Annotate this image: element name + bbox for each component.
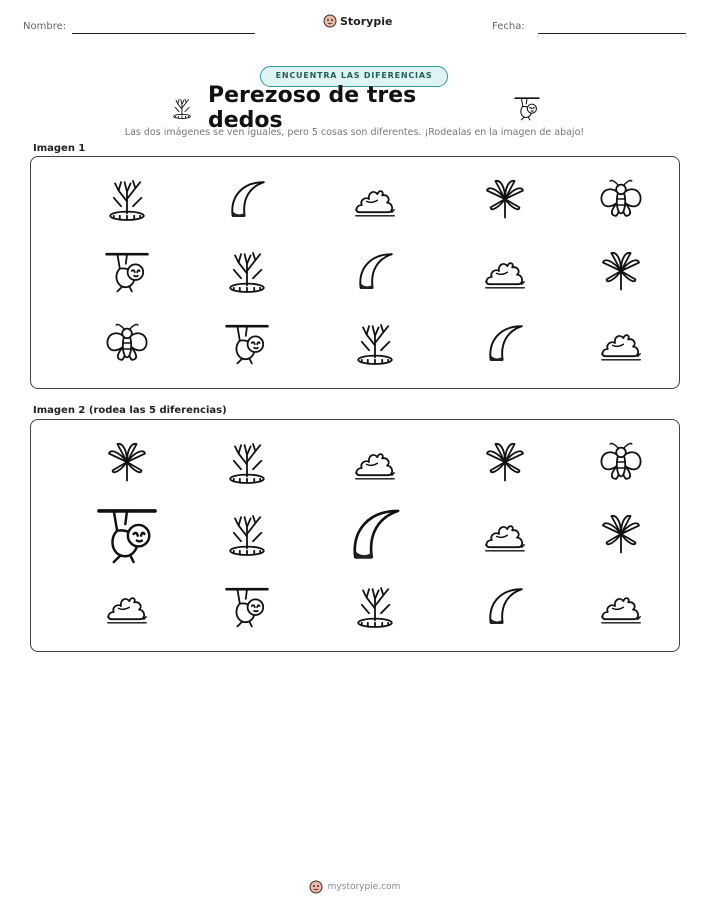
- image1-label: Imagen 1: [33, 143, 86, 154]
- moth-icon: [597, 175, 645, 223]
- footer: [0, 880, 709, 894]
- sloth-icon: [512, 94, 542, 122]
- date-field-line[interactable]: [538, 33, 686, 34]
- poop-icon[interactable]: [351, 438, 399, 486]
- title-block: [170, 83, 542, 133]
- image1-panel: [30, 156, 680, 389]
- claw-icon: [481, 319, 529, 367]
- coral-icon[interactable]: [223, 510, 271, 558]
- activity-badge: ENCUENTRA LAS DIFERENCIAS: [260, 66, 448, 87]
- storypie-mascot-icon: [309, 880, 323, 894]
- coral-icon[interactable]: [223, 438, 271, 486]
- coral-icon: [351, 319, 399, 367]
- name-field-line[interactable]: [72, 33, 255, 34]
- leaf-icon[interactable]: [481, 438, 529, 486]
- claw-icon: [223, 175, 271, 223]
- sloth-icon[interactable]: [94, 501, 160, 567]
- image2-label: Imagen 2 (rodea las 5 diferencias): [33, 405, 227, 416]
- poop-icon[interactable]: [481, 510, 529, 558]
- footer-url: mystorypie.com: [327, 882, 401, 892]
- storypie-logo: [323, 14, 392, 28]
- poop-icon: [481, 247, 529, 295]
- sloth-icon: [223, 319, 271, 367]
- claw-icon[interactable]: [481, 582, 529, 630]
- coral-icon: [103, 175, 151, 223]
- moth-icon: [103, 319, 151, 367]
- date-label: Fecha:: [492, 21, 525, 32]
- moth-icon[interactable]: [597, 438, 645, 486]
- name-label: Nombre:: [23, 21, 67, 32]
- poop-icon: [597, 319, 645, 367]
- claw-icon: [351, 247, 399, 295]
- leaf-icon: [597, 247, 645, 295]
- brand-name: Storypie: [340, 14, 393, 28]
- leaf-icon[interactable]: [597, 510, 645, 558]
- instructions: Las dos imágenes se ven iguales, pero 5 cosas son diferentes. ¡Rodealas en la imagen de abajo!: [124, 127, 585, 138]
- claw-icon[interactable]: [342, 501, 408, 567]
- sloth-icon[interactable]: [223, 582, 271, 630]
- image2-panel[interactable]: [30, 419, 680, 652]
- coral-icon[interactable]: [351, 582, 399, 630]
- poop-icon[interactable]: [597, 582, 645, 630]
- poop-icon: [351, 175, 399, 223]
- leaf-icon: [481, 175, 529, 223]
- poop-icon[interactable]: [103, 582, 151, 630]
- coral-icon: [170, 95, 194, 121]
- page-title: Perezoso de tres dedos: [207, 83, 417, 133]
- storypie-mascot-icon: [323, 14, 337, 28]
- sloth-icon: [103, 247, 151, 295]
- leaf-icon[interactable]: [103, 438, 151, 486]
- coral-icon: [223, 247, 271, 295]
